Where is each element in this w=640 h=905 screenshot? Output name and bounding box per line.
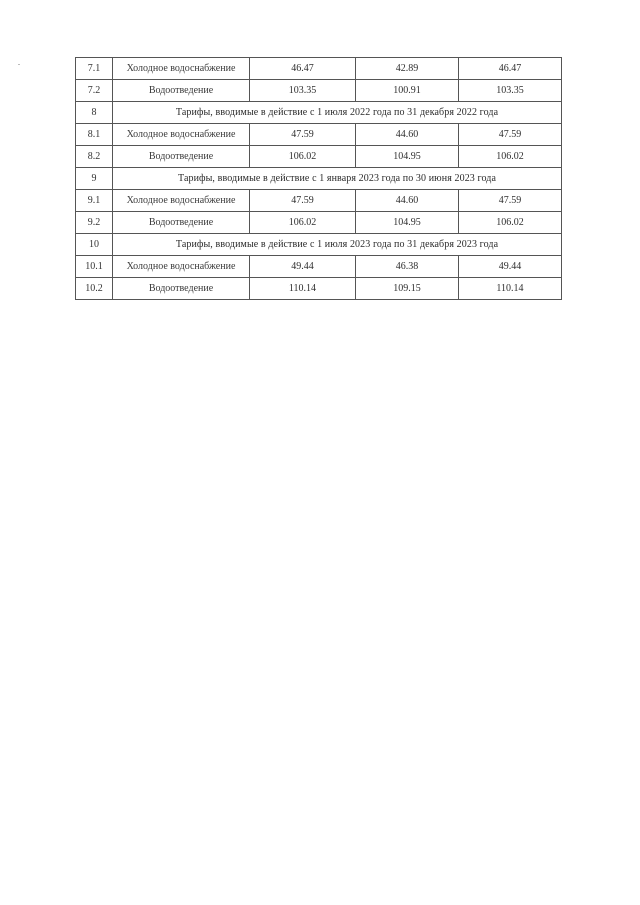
table-row-8-2 xyxy=(76,146,562,168)
tariff-value-3: 106.02 xyxy=(459,212,562,234)
tariff-value-3: 47.59 xyxy=(459,190,562,212)
tariff-value-1: 49.44 xyxy=(250,256,356,278)
service-name: Водоотведение xyxy=(113,212,250,234)
row-number: 7.1 xyxy=(76,58,113,80)
tariff-value-2: 109.15 xyxy=(356,278,459,300)
tariff-value-2: 104.95 xyxy=(356,146,459,168)
table-row-7-2 xyxy=(76,80,562,102)
tariff-value-2: 44.60 xyxy=(356,124,459,146)
section-heading: Тарифы, вводимые в действие с 1 июля 2023 года по 31 декабря 2023 года xyxy=(113,234,562,256)
service-name: Холодное водоснабжение xyxy=(113,58,250,80)
tariff-table xyxy=(75,57,562,300)
tariff-value-2: 104.95 xyxy=(356,212,459,234)
section-row-9 xyxy=(76,168,562,190)
tariff-value-3: 106.02 xyxy=(459,146,562,168)
tariff-value-2: 42.89 xyxy=(356,58,459,80)
row-number: 8.2 xyxy=(76,146,113,168)
tariff-value-1: 47.59 xyxy=(250,190,356,212)
row-number: 9.1 xyxy=(76,190,113,212)
tariff-value-1: 47.59 xyxy=(250,124,356,146)
tariff-value-2: 44.60 xyxy=(356,190,459,212)
service-name: Водоотведение xyxy=(113,146,250,168)
tariff-value-1: 46.47 xyxy=(250,58,356,80)
tariff-value-2: 100.91 xyxy=(356,80,459,102)
row-number: 7.2 xyxy=(76,80,113,102)
table-row-8-1 xyxy=(76,124,562,146)
section-heading: Тарифы, вводимые в действие с 1 июля 2022 года по 31 декабря 2022 года xyxy=(113,102,562,124)
section-row-10 xyxy=(76,234,562,256)
tariff-value-3: 46.47 xyxy=(459,58,562,80)
table-row-7-1 xyxy=(76,58,562,80)
tariff-value-1: 110.14 xyxy=(250,278,356,300)
tariff-value-3: 110.14 xyxy=(459,278,562,300)
section-number: 9 xyxy=(76,168,113,190)
table-row-9-1 xyxy=(76,190,562,212)
tariff-value-3: 49.44 xyxy=(459,256,562,278)
service-name: Водоотведение xyxy=(113,80,250,102)
section-row-8 xyxy=(76,102,562,124)
service-name: Холодное водоснабжение xyxy=(113,190,250,212)
service-name: Холодное водоснабжение xyxy=(113,124,250,146)
tariff-value-1: 103.35 xyxy=(250,80,356,102)
table-row-10-1 xyxy=(76,256,562,278)
tariff-value-1: 106.02 xyxy=(250,146,356,168)
tariff-value-2: 46.38 xyxy=(356,256,459,278)
table-row-9-2 xyxy=(76,212,562,234)
tariff-value-3: 103.35 xyxy=(459,80,562,102)
scan-speck xyxy=(18,64,20,65)
row-number: 10.1 xyxy=(76,256,113,278)
table-row-10-2 xyxy=(76,278,562,300)
service-name: Водоотведение xyxy=(113,278,250,300)
service-name: Холодное водоснабжение xyxy=(113,256,250,278)
section-number: 8 xyxy=(76,102,113,124)
tariff-value-1: 106.02 xyxy=(250,212,356,234)
tariff-value-3: 47.59 xyxy=(459,124,562,146)
row-number: 9.2 xyxy=(76,212,113,234)
row-number: 8.1 xyxy=(76,124,113,146)
section-number: 10 xyxy=(76,234,113,256)
row-number: 10.2 xyxy=(76,278,113,300)
section-heading: Тарифы, вводимые в действие с 1 января 2023 года по 30 июня 2023 года xyxy=(113,168,562,190)
